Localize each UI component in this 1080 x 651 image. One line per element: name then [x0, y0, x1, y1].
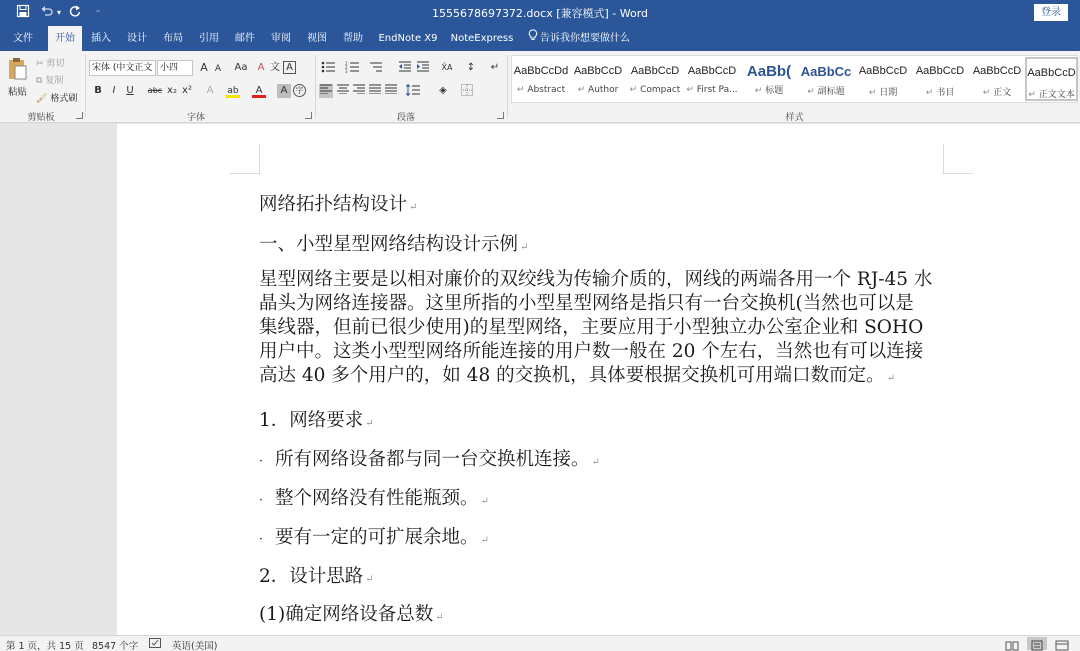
- increase-indent-icon[interactable]: [416, 61, 430, 75]
- style-preview: AaBbCc: [800, 64, 852, 79]
- style-preview: AaBbCcDd: [513, 65, 569, 77]
- tab-endnote[interactable]: EndNote X9: [378, 33, 438, 44]
- tell-me-box[interactable]: [528, 26, 630, 51]
- format-painter-label: 格式刷: [50, 94, 78, 104]
- phonetic-guide-icon[interactable]: 文: [270, 62, 280, 73]
- style-label: ↵ 正文: [982, 88, 1012, 98]
- style-preview: AaBbCcD: [972, 65, 1022, 77]
- doc-bullet-item[interactable]: · 整个网络没有性能瓶颈。 ↵: [259, 488, 489, 509]
- bold-icon[interactable]: B: [94, 85, 102, 96]
- highlight-icon[interactable]: ab: [227, 86, 239, 96]
- copy-icon: ⧉: [36, 76, 43, 86]
- bullet-marker: ·: [259, 532, 263, 546]
- sort-icon[interactable]: ↕: [466, 62, 476, 73]
- document-page[interactable]: [117, 124, 1080, 635]
- align-right-icon[interactable]: [352, 84, 366, 98]
- font-group-label: 字体: [186, 113, 205, 123]
- change-case-icon[interactable]: Aa: [234, 62, 248, 73]
- style-date[interactable]: [855, 57, 911, 101]
- doc-body-paragraph[interactable]: 星型网络主要是以相对廉价的双绞线为传输介质的，网线的两端各用一个 RJ-45 水 晶头为网络连接器。这里所指的小型星型网络是指只有一台交换机(当然也可以是 集线器，但前已很少使用)的星型网络，主要应用于小型独立办公室企业和 SOHO 用户中。这类小型型网络所能连接的用户数一般在 20 个左右，当然也有可以连接 高达 40 多个用户的，如 48 的交换机，具体要根据交换机可用端口数而定。 ↵: [259, 268, 949, 391]
- tab-layout[interactable]: 布局: [163, 33, 183, 44]
- style-label: ↵ 书目: [925, 88, 955, 98]
- style-label: ↵ First Pa...: [686, 85, 738, 95]
- proofing-icon[interactable]: [149, 638, 161, 651]
- group-divider: [507, 55, 508, 117]
- style-preview: AaBbCcD: [687, 65, 737, 77]
- tab-home[interactable]: 开始: [48, 26, 82, 51]
- style-body-text[interactable]: [1025, 57, 1078, 101]
- style-label: ↵ 副标题: [807, 87, 845, 97]
- cut-button[interactable]: [36, 56, 64, 69]
- margin-corner-left: [230, 144, 260, 174]
- strikethrough-icon[interactable]: abc: [147, 86, 163, 95]
- tab-review[interactable]: 审阅: [271, 33, 291, 44]
- subscript-icon[interactable]: x₂: [167, 85, 177, 96]
- document-workspace: [0, 124, 1080, 635]
- tab-file[interactable]: 文件: [13, 33, 33, 44]
- style-first-paragraph[interactable]: [684, 57, 740, 101]
- clipboard-icon: [8, 57, 28, 85]
- margin-corner-right: [943, 144, 973, 174]
- underline-icon[interactable]: U: [126, 85, 134, 96]
- font-size-dropdown[interactable]: 小四: [157, 60, 193, 76]
- login-button[interactable]: 登录: [1034, 4, 1068, 21]
- doc-section-1[interactable]: 1．网络要求 ↵: [259, 410, 374, 431]
- svg-text:2: 2: [345, 65, 348, 70]
- doc-subsection[interactable]: (1)确定网络设备总数 ↵: [259, 604, 444, 625]
- style-author[interactable]: [570, 57, 626, 101]
- bullets-icon[interactable]: [320, 61, 340, 75]
- tab-view[interactable]: 视图: [307, 33, 327, 44]
- copy-button[interactable]: [36, 73, 63, 86]
- clipboard-group-label: 剪贴板: [27, 113, 55, 123]
- grow-font-icon[interactable]: A: [200, 61, 208, 74]
- character-border-icon[interactable]: A: [283, 61, 296, 74]
- style-preview: AaBb(: [746, 63, 792, 80]
- italic-icon[interactable]: I: [112, 85, 116, 96]
- paragraph-launcher-icon[interactable]: [497, 112, 504, 119]
- web-layout-icon[interactable]: [1052, 637, 1072, 650]
- word-count[interactable]: 8547 个字: [92, 641, 139, 651]
- style-label: ↵ Compact: [629, 85, 681, 95]
- paste-button[interactable]: [5, 55, 31, 99]
- lightbulb-icon: [528, 26, 540, 51]
- paintbrush-icon: 🖌: [36, 94, 48, 104]
- read-mode-icon[interactable]: [1002, 637, 1022, 650]
- copy-label: 复制: [45, 76, 64, 86]
- style-title[interactable]: [741, 57, 797, 101]
- body-line: 用户中。这类小型型网络所能连接的用户数一般在 20 个左右，当然也有可以连接: [259, 341, 924, 362]
- group-divider: [85, 55, 86, 117]
- clipboard-launcher-icon[interactable]: [76, 112, 83, 119]
- undo-dropdown-icon[interactable]: ▾: [56, 8, 61, 17]
- tab-design[interactable]: 设计: [127, 33, 147, 44]
- style-bibliography[interactable]: [912, 57, 968, 101]
- show-marks-icon[interactable]: ↵: [490, 62, 500, 73]
- style-normal[interactable]: [969, 57, 1025, 101]
- style-label: ↵ Abstract: [516, 85, 566, 95]
- tell-me-text: 告诉我你想要做什么: [540, 33, 630, 44]
- tab-noteexpress[interactable]: NoteExpress: [450, 33, 514, 44]
- styles-group-label: 样式: [785, 113, 804, 123]
- style-label: ↵ 日期: [868, 88, 898, 98]
- style-preview: AaBbCcD: [630, 65, 680, 77]
- title-bar: [0, 0, 1080, 26]
- distributed-icon[interactable]: [384, 84, 398, 98]
- align-left-icon[interactable]: [319, 84, 333, 98]
- align-center-icon[interactable]: [336, 84, 350, 98]
- print-layout-icon[interactable]: [1027, 637, 1047, 650]
- body-line: 星型网络主要是以相对廉价的双绞线为传输介质的，网线的两端各用一个 RJ-45 水: [259, 269, 933, 290]
- group-divider: [315, 55, 316, 117]
- style-preview: AaBbCcD: [858, 65, 908, 77]
- style-compact[interactable]: [627, 57, 683, 101]
- scissors-icon: ✂: [36, 59, 44, 69]
- style-preview: AaBbCcD: [1027, 67, 1076, 79]
- doc-heading-1[interactable]: 一、小型星型网络结构设计示例 ↵: [259, 234, 529, 255]
- enclose-characters-icon[interactable]: 字: [293, 84, 306, 97]
- style-label: ↵ Author: [577, 85, 619, 95]
- tab-insert[interactable]: 插入: [91, 33, 111, 44]
- font-name-dropdown[interactable]: 宋体 (中文正文: [89, 60, 156, 76]
- cut-label: 剪切: [46, 59, 65, 69]
- body-line: 高达 40 多个用户的，如 48 的交换机，具体要根据交换机可用端口数而定。: [259, 365, 885, 386]
- bullet-marker: ·: [259, 454, 263, 468]
- body-line: 集线器，但前已很少使用)的星型网络，主要应用于小型独立办公室企业和 SOHO: [259, 317, 924, 338]
- doc-title[interactable]: 网络拓扑结构设计 ↵: [259, 194, 418, 215]
- style-label: ↵ 标题: [754, 86, 784, 96]
- chinese-layout-icon[interactable]: X̂A: [441, 63, 453, 72]
- numbering-icon[interactable]: [344, 61, 364, 75]
- style-subtitle[interactable]: [798, 57, 854, 101]
- font-launcher-icon[interactable]: [305, 112, 312, 119]
- borders-icon[interactable]: [460, 84, 474, 98]
- clear-format-icon[interactable]: A: [257, 62, 265, 73]
- body-line: 晶头为网络连接器。这里所指的小型星型网络是指只有一台交换机(当然也可以是: [259, 293, 914, 314]
- superscript-icon[interactable]: x²: [182, 85, 192, 96]
- style-label: ↵ 正文文本: [1028, 90, 1075, 100]
- paragraph-group-label: 段落: [396, 113, 415, 123]
- paste-label: 粘贴: [8, 87, 28, 98]
- ribbon-tabs: [0, 26, 1080, 51]
- styles-gallery: [511, 55, 1078, 103]
- format-painter-button[interactable]: [36, 91, 77, 104]
- tab-mailings[interactable]: 邮件: [235, 33, 255, 44]
- doc-section-2[interactable]: 2．设计思路 ↵: [259, 566, 374, 587]
- doc-bullet-item[interactable]: · 要有一定的可扩展余地。 ↵: [259, 527, 489, 548]
- multilevel-list-icon[interactable]: [368, 61, 388, 75]
- shrink-font-icon[interactable]: A: [214, 64, 222, 74]
- style-abstract[interactable]: [513, 57, 569, 101]
- line-spacing-icon[interactable]: [406, 84, 420, 98]
- doc-bullet-item[interactable]: · 所有网络设备都与同一台交换机连接。 ↵: [259, 449, 600, 470]
- status-bar: [0, 635, 1080, 651]
- bullet-marker: ·: [259, 493, 263, 507]
- ribbon: [0, 51, 1080, 123]
- style-preview: AaBbCcD: [573, 65, 623, 77]
- document-title: 1555678697372.docx [兼容模式] - Word: [431, 7, 649, 20]
- page-count[interactable]: 第 1 页，共 15 页: [6, 641, 84, 651]
- svg-text:1: 1: [345, 61, 348, 66]
- svg-text:3: 3: [345, 69, 348, 73]
- tab-references[interactable]: 引用: [199, 33, 219, 44]
- language-indicator[interactable]: 英语(美国): [172, 641, 218, 651]
- character-shading-icon[interactable]: A: [277, 84, 291, 98]
- font-color-icon[interactable]: A: [252, 84, 266, 98]
- shading-icon[interactable]: ◈: [439, 85, 447, 96]
- tab-help[interactable]: 帮助: [343, 33, 363, 44]
- text-effects-icon[interactable]: A: [206, 85, 214, 96]
- style-preview: AaBbCcD: [915, 65, 965, 77]
- decrease-indent-icon[interactable]: [398, 61, 412, 75]
- customize-icon[interactable]: ⁼: [95, 8, 101, 17]
- justify-icon[interactable]: [368, 84, 382, 98]
